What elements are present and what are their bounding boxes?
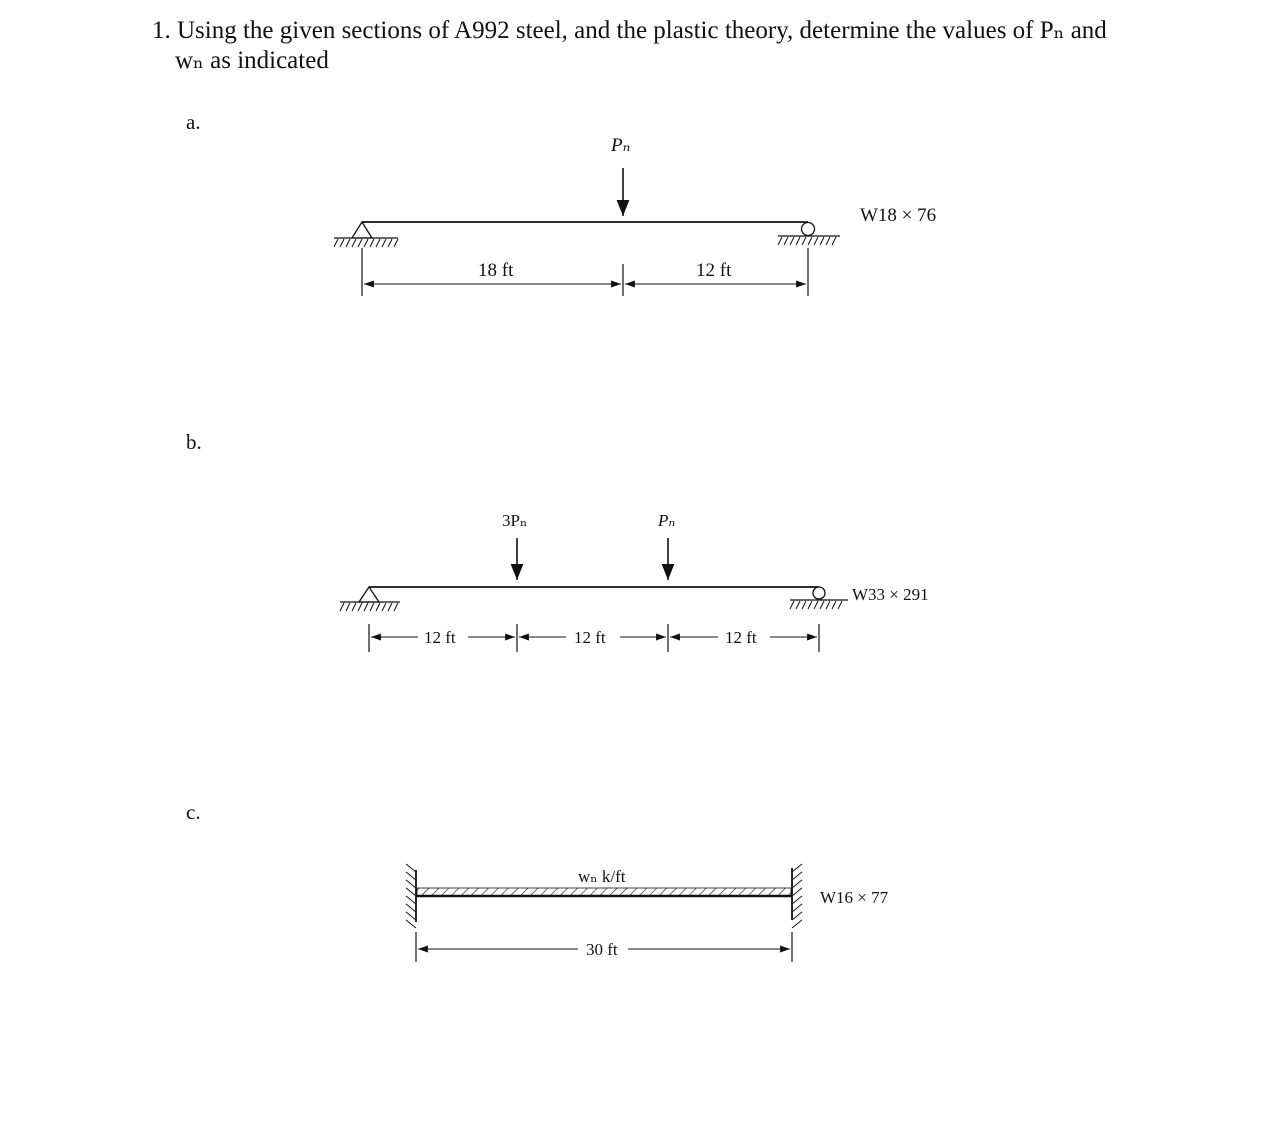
dim-c-1: 30 ft — [586, 940, 618, 959]
section-a-label: W18 × 76 — [860, 205, 937, 226]
pin-support-icon — [340, 587, 400, 611]
section-b-label: W33 × 291 — [852, 585, 929, 604]
dim-b-3: 12 ft — [725, 628, 757, 647]
dim-a-1: 18 ft — [478, 260, 514, 281]
diagram-b — [340, 511, 929, 652]
part-c-label: c. — [186, 800, 201, 824]
problem-line-2: wₙ as indicated — [175, 47, 329, 74]
roller-support-icon — [778, 223, 840, 246]
fixed-support-icon — [792, 864, 802, 928]
problem-line-1: 1. Using the given sections of A992 steel, and the plastic theory, determine the values of Pₙ and — [152, 17, 1107, 44]
part-a-label: a. — [186, 110, 201, 134]
load-c-label: wₙ k/ft — [578, 867, 626, 886]
roller-support-icon — [790, 587, 848, 609]
diagram-a — [334, 135, 936, 296]
load-a-label: Pₙ — [611, 135, 631, 156]
dim-b-1: 12 ft — [424, 628, 456, 647]
load-b1-label: 3Pₙ — [502, 511, 528, 530]
section-c-label: W16 × 77 — [820, 888, 889, 907]
pin-support-icon — [334, 222, 398, 247]
dim-b-2: 12 ft — [574, 628, 606, 647]
part-b-label: b. — [186, 430, 202, 454]
diagram-c — [406, 864, 889, 962]
dim-a-2: 12 ft — [696, 260, 732, 281]
fixed-support-icon — [406, 864, 416, 928]
load-b2-label: Pₙ — [658, 511, 676, 530]
